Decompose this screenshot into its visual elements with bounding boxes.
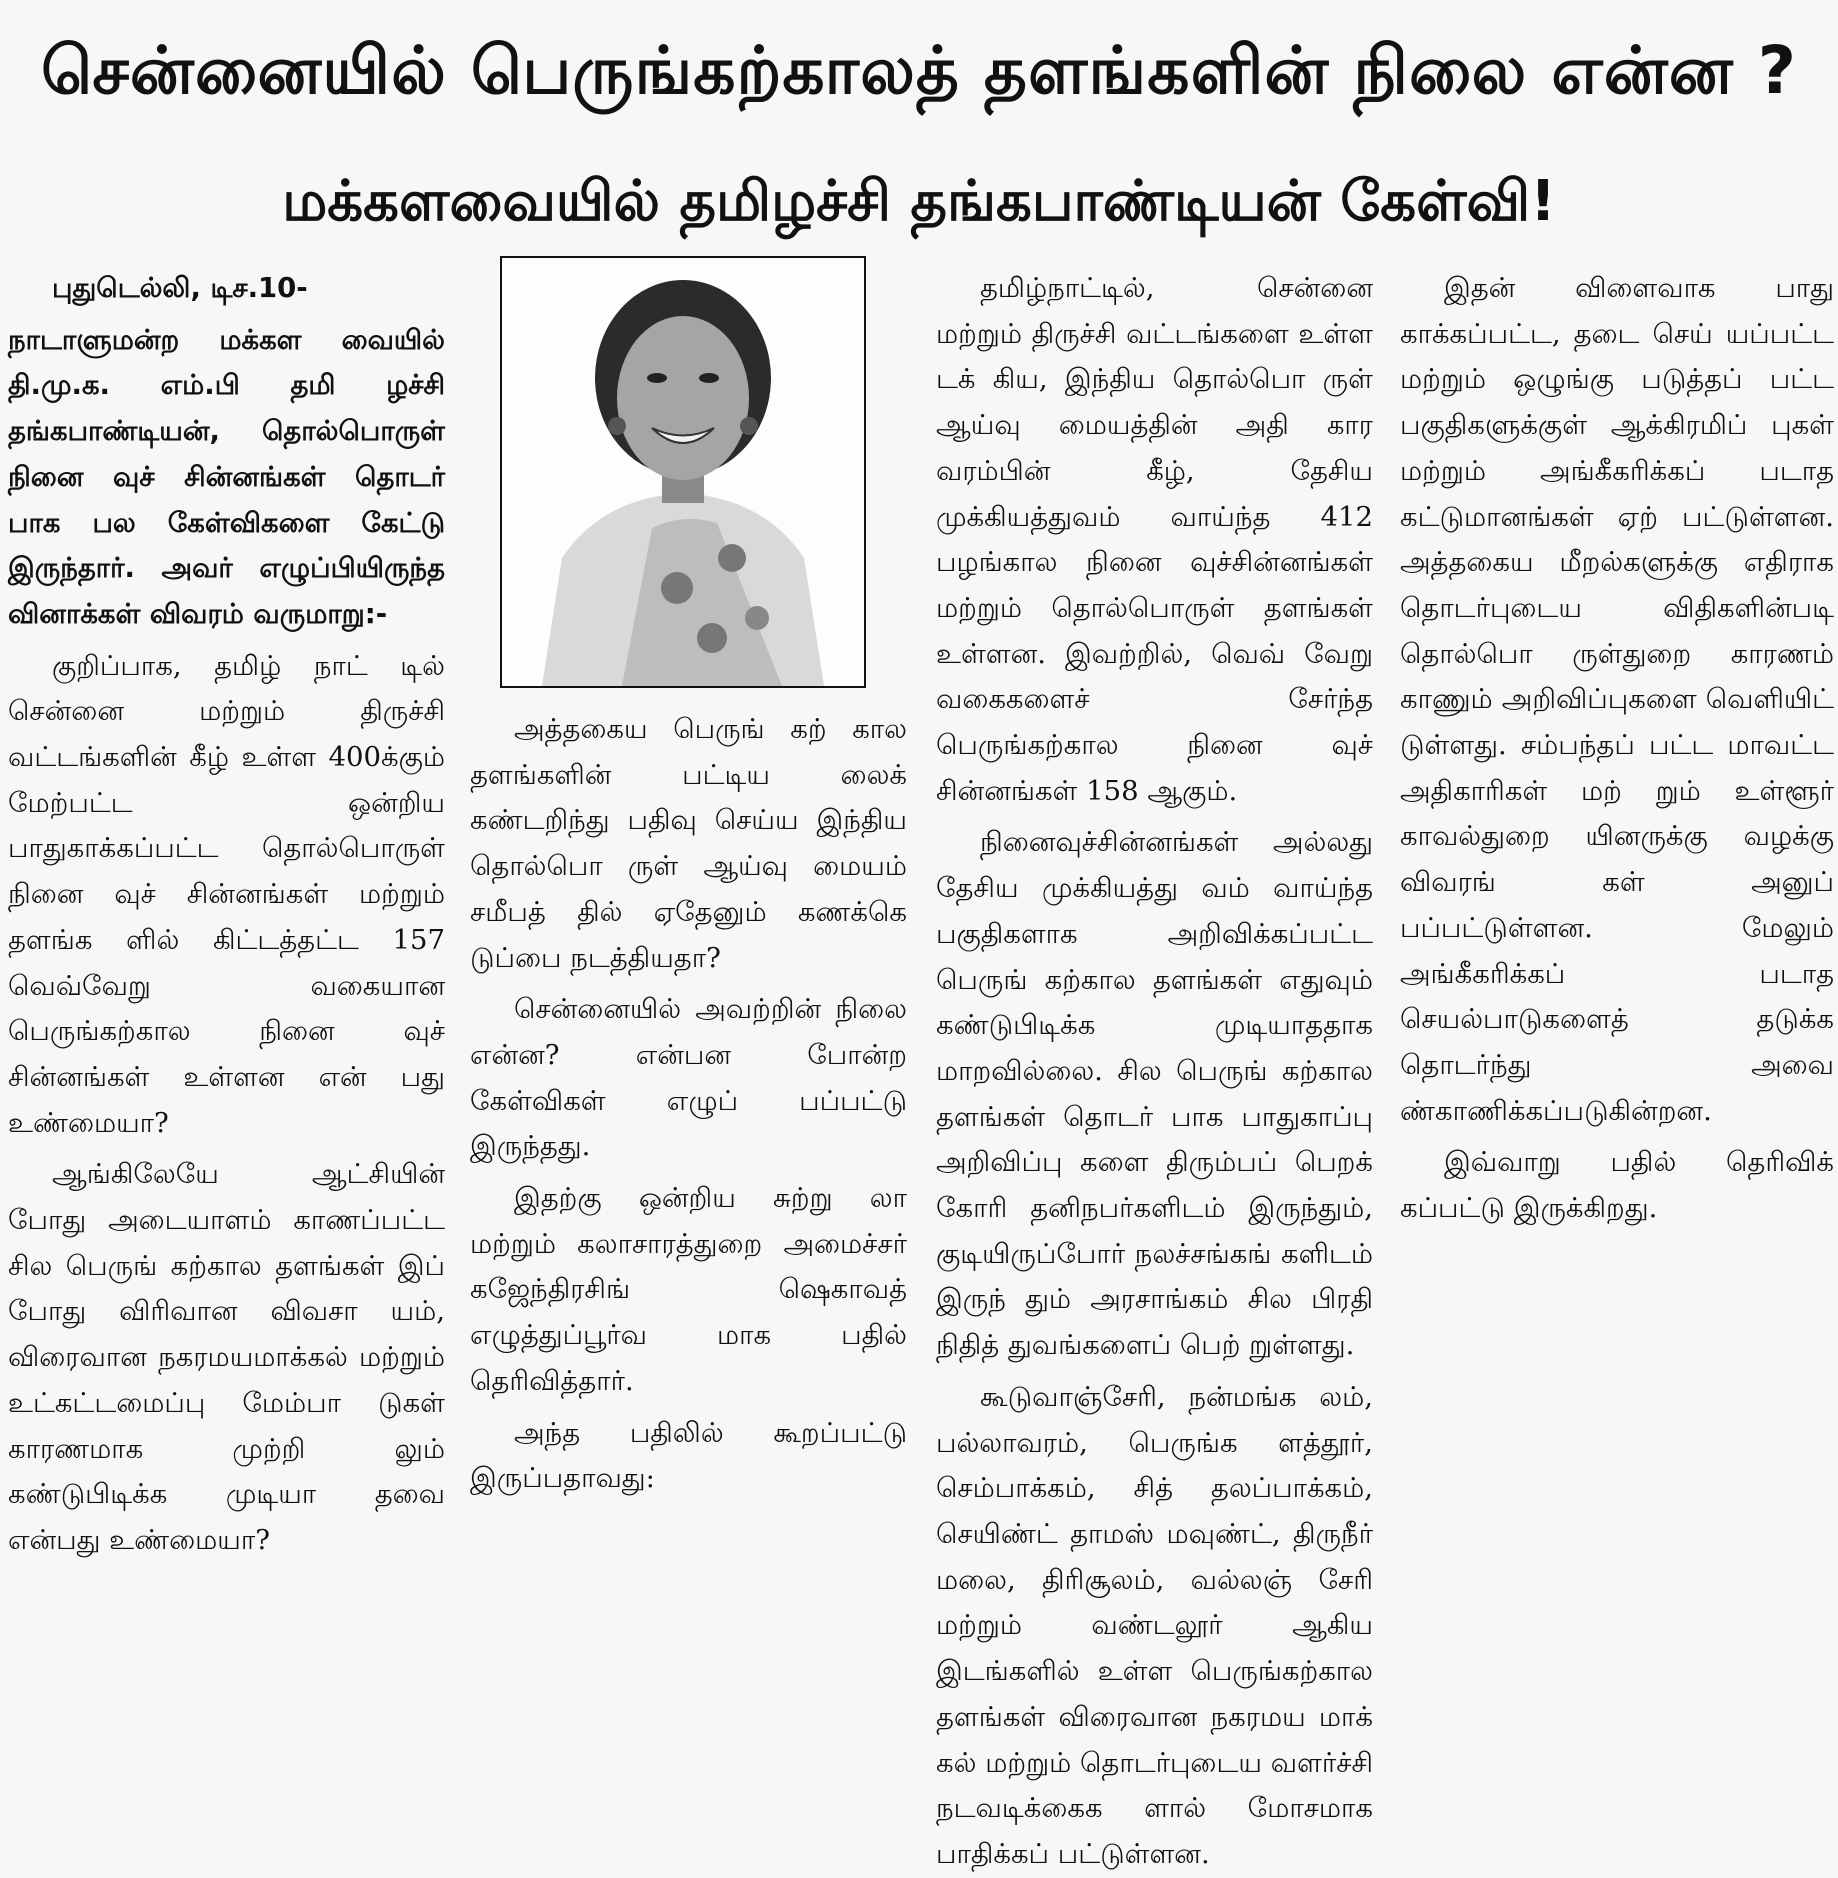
body-paragraph: நினைவுச்சின்னங்கள் அல்லது தேசிய முக்கியத்து வம் வாய்ந்த பகுதிகளாக அறிவிக்கப்பட்ட பெருங் கற்கால தளங்கள் எதுவும் கண்டுபிடிக்க முடியாததாக மாறவில்லை. சில பெருங் கற்கால தளங்கள் தொடர் பாக பாதுகாப்பு அறிவிப்பு களை திரும்பப் பெறக் கோரி தனிநபர்களிடம் இருந்தும், குடியிருப்போர் நலச்சங்கங் களிடம் இருந் தும் அரசாங்கம் சில பிரதி நிதித் துவங்களைப் பெற் றுள்ளது. — [936, 826, 1373, 1362]
headline: சென்னையில் பெருங்கற்காலத் தளங்களின் நிலை என்ன ? — [40, 32, 1798, 109]
column-3 — [936, 266, 1373, 1870]
portrait-photo — [500, 256, 866, 688]
body-paragraph: அத்தகைய பெருங் கற் கால தளங்களின் பட்டிய லைக் கண்டறிந்து பதிவு செய்ய இந்திய தொல்பொ ருள் ஆய்வு மையம் சமீபத் தில் ஏதேனும் கணக்கெ டுப்பை நடத்தியதா? — [470, 713, 907, 974]
body-paragraph: தமிழ்நாட்டில், சென்னை மற்றும் திருச்சி வட்டங்களை உள்ள டக் கிய, இந்திய தொல்பொ ருள் ஆய்வு மையத்தின் அதி கார வரம்பின் கீழ், தேசிய முக்கியத்துவம் வாய்ந்த 412 பழங்கால நினை வுச்சின்னங்கள் மற்றும் தொல்பொருள் தளங்கள் உள்ளன. இவற்றில், வெவ் வேறு வகைகளைச் சேர்ந்த பெருங்கற்கால நினை வுச் சின்னங்கள் 158 ஆகும். — [936, 272, 1373, 807]
body-paragraph: கூடுவாஞ்சேரி, நன்மங்க லம், பல்லாவரம், பெருங்க ளத்தூர், செம்பாக்கம், சித் தலப்பாக்கம், செயிண்ட் தாமஸ் மவுண்ட், திருநீர் மலை, திரிசூலம், வல்லஞ் சேரி மற்றும் வண்டலூர் ஆகிய இடங்களில் உள்ள பெருங்கற்கால தளங்கள் விரைவான நகரமய மாக் கல் மற்றும் தொடர்புடைய வளர்ச்சி நடவடிக்கைக ளால் மோசமாக பாதிக்கப் பட்டுள்ளன. — [936, 1380, 1373, 1870]
lead-paragraph: நாடாளுமன்ற மக்கள வையில் தி.மு.க. எம்.பி தமி ழச்சி தங்கபாண்டியன், தொல்பொருள் நினை வுச் சின்னங்கள் தொடர் பாக பல கேள்விகளை கேட்டு இருந்தார். அவர் எழுப்பியிருந்த வினாக்கள் விவரம் வருமாறு:- — [8, 323, 445, 630]
body-paragraph: குறிப்பாக, தமிழ் நாட் டில் சென்னை மற்றும் திருச்சி வட்டங்களின் கீழ் உள்ள 400க்கும் மேற்பட்ட ஒன்றிய பாதுகாக்கப்பட்ட தொல்பொருள் நினை வுச் சின்னங்கள் மற்றும் தளங்க ளில் கிட்டத்தட்ட 157 வெவ்வேறு வகையான பெருங்கற்கால நினை வுச் சின்னங்கள் உள்ளன என் பது உண்மையா? — [8, 649, 445, 1139]
body-paragraph: அந்த பதிலில் கூறப்பட்டு இருப்பதாவது: — [470, 1416, 907, 1495]
body-paragraph: சென்னையில் அவற்றின் நிலை என்ன? என்பன போன்ற கேள்விகள் எழுப் பப்பட்டு இருந்தது. — [470, 993, 907, 1163]
column-2 — [470, 707, 907, 1622]
portrait-image — [502, 258, 864, 686]
column-1 — [8, 266, 445, 1622]
body-paragraph: இதன் விளைவாக பாது காக்கப்பட்ட, தடை செய் யப்பட்ட மற்றும் ஒழுங்கு படுத்தப் பட்ட பகுதிகளுக்குள் ஆக்கிரமிப் புகள் மற்றும் அங்கீகரிக்கப் படாத கட்டுமானங்கள் ஏற் பட்டுள்ளன. அத்தகைய மீறல்களுக்கு எதிராக தொடர்புடைய விதிகளின்படி தொல்பொ ருள்துறை காரணம் காணும் அறிவிப்புகளை வெளியிட் டுள்ளது. சம்பந்தப் பட்ட மாவட்ட அதிகாரிகள் மற் றும் உள்ளூர் காவல்துறை யினருக்கு வழக்கு விவரங் கள் அனுப் பப்பட்டுள்ளன. மேலும் அங்கீகரிக்கப் படாத செயல்பாடுகளைத் தடுக்க தொடர்ந்து அவை ண்காணிக்கப்படுகின்றன. — [1400, 272, 1834, 1127]
column-4 — [1400, 266, 1834, 1622]
subheadline: மக்களவையில் தமிழச்சி தங்கபாண்டியன் கேள்வி! — [282, 169, 1556, 234]
body-paragraph: ஆங்கிலேயே ஆட்சியின் போது அடையாளம் காணப்பட்ட சில பெருங் கற்கால தளங்கள் இப் போது விரிவான விவசா யம், விரைவான நகரமயமாக்கல் மற்றும் உட்கட்டமைப்பு மேம்பா டுகள் காரணமாக முற்றி லும் கண்டுபிடிக்க முடியா தவை என்பது உண்மையா? — [8, 1158, 445, 1556]
body-paragraph: இவ்வாறு பதில் தெரிவிக் கப்பட்டு இருக்கிறது. — [1400, 1146, 1834, 1225]
body-paragraph: இதற்கு ஒன்றிய சுற்று லா மற்றும் கலாசாரத்துறை அமைச்சர் கஜேந்திரசிங் ஷெகாவத் எழுத்துப்பூர்வ மாக பதில் தெரிவித்தார். — [470, 1182, 907, 1397]
dateline: புதுடெல்லி, டிச.10- — [52, 272, 308, 304]
